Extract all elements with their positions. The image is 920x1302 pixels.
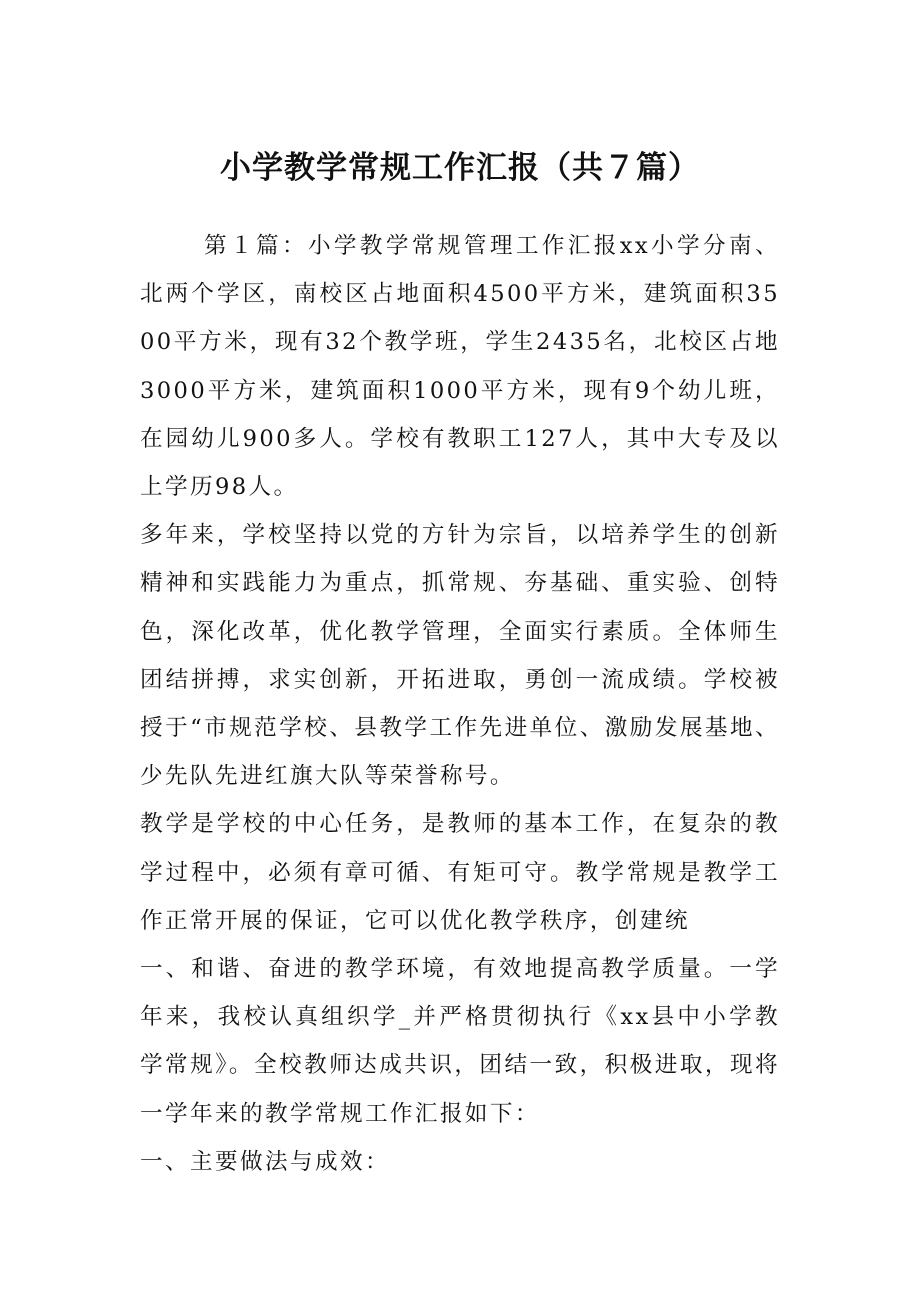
- paragraph-teaching-routine: 教学是学校的中心任务，是教师的基本工作，在复杂的教学过程中，必须有章可循、有矩可守。教学常规是教学工作正常开展的保证，它可以优化教学秩序，创建统: [140, 811, 780, 934]
- paragraph-school-policy: 多年来，学校坚持以党的方针为宗旨，以培养学生的创新精神和实践能力为重点，抓常规、夯基础、重实验、创特色，深化改革，优化教学管理，全面实行素质。全体师生团结拼搏，求实创新，开拓进取，勇创一流成绩。学校被授于“市规范学校、县教学工作先进单位、激励发展基地、少先队先进红旗大队等荣誉称号。: [140, 522, 780, 790]
- paragraph-intro: 第１篇：小学教学常规管理工作汇报xx小学分南、北两个学区，南校区占地面积4500平方米，建筑面积3500平方米，现有32个教学班，学生2435名，北校区占地3000平方米，建筑面积1000平方米，现有9个幼儿班，在园幼儿900多人。学校有教职工127人，其中大专及以上学历98人。: [140, 233, 780, 501]
- paragraph-environment: 一、和谐、奋进的教学环境，有效地提高教学质量。一学年来，我校认真组织学_并严格贯彻执行《xx县中小学教学常规》。全校教师达成共识，团结一致，积极进取，现将一学年来的教学常规工作汇报如下：: [140, 956, 780, 1127]
- document-title: 小学教学常规工作汇报（共７篇）: [220, 150, 700, 186]
- section-heading: 一、主要做法与成效：: [140, 1148, 390, 1175]
- document-body: [140, 222, 780, 1186]
